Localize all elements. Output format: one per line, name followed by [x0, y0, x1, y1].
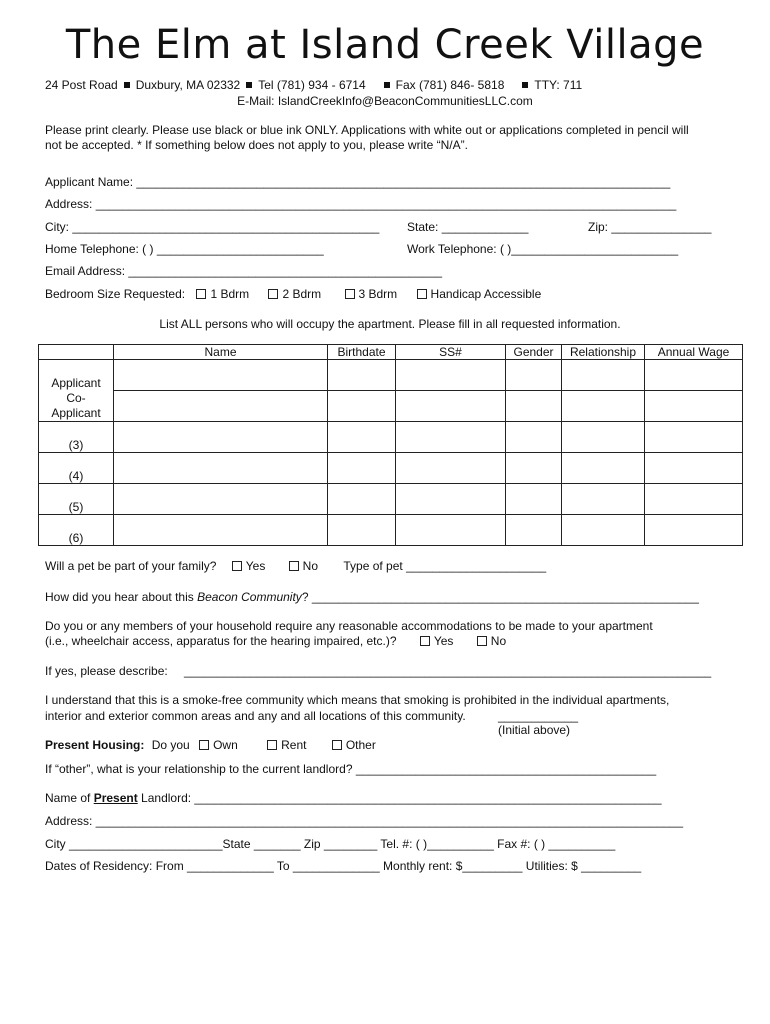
pet-question-row: [45, 559, 546, 573]
telephone: Tel (781) 934 - 6714: [258, 78, 366, 92]
cell-gender[interactable]: [506, 360, 562, 391]
cell-annual-wage[interactable]: [645, 453, 743, 484]
row-label: (6): [39, 515, 114, 546]
row-label: (4): [39, 453, 114, 484]
table-row: [39, 391, 743, 422]
accommodations-yes-option[interactable]: Yes: [420, 634, 454, 648]
checkbox-icon[interactable]: [268, 289, 278, 299]
referral-blank[interactable]: ? __________________________________________________________: [301, 590, 699, 604]
landlord-name-blank[interactable]: Landlord: ______________________________________________________________________: [137, 791, 662, 805]
accommodations-row: [45, 634, 506, 648]
cell-name[interactable]: [114, 360, 328, 391]
zip-field[interactable]: Zip: _______________: [588, 220, 712, 234]
cell-birthdate[interactable]: [328, 453, 396, 484]
landlord-name-field[interactable]: [45, 791, 662, 805]
residency-line[interactable]: Dates of Residency: From _____________ To _____________ Monthly rent: $_________ Utilities: $ _________: [45, 859, 642, 873]
column-header-ssn: SS#: [396, 345, 506, 360]
handicap-accessible-option[interactable]: Handicap Accessible: [417, 287, 542, 301]
contact-line: [45, 78, 582, 92]
cell-birthdate[interactable]: [328, 391, 396, 422]
checkbox-icon[interactable]: [289, 561, 299, 571]
checkbox-icon[interactable]: [267, 740, 277, 750]
cell-birthdate[interactable]: [328, 484, 396, 515]
cell-relationship[interactable]: [562, 391, 645, 422]
cell-annual-wage[interactable]: [645, 391, 743, 422]
pet-question: Will a pet be part of your family?: [45, 559, 217, 573]
tty: TTY: 711: [534, 78, 583, 92]
checkbox-icon[interactable]: [345, 289, 355, 299]
email-line: E-Mail: IslandCreekInfo@BeaconCommunitiesLLC.com: [237, 94, 533, 108]
present-housing-question: Do you: [151, 738, 190, 752]
present-housing-row: [45, 738, 376, 752]
checkbox-icon[interactable]: [232, 561, 242, 571]
cell-annual-wage[interactable]: [645, 360, 743, 391]
separator-bullet: [246, 82, 252, 88]
referral-prefix: How did you hear about this: [45, 590, 198, 604]
column-header-annual-wage: Annual Wage: [645, 345, 743, 360]
smoke-free-line-2: interior and exterior common areas and any and all locations of this community.: [45, 709, 466, 723]
cell-annual-wage[interactable]: [645, 484, 743, 515]
separator-bullet: [384, 82, 390, 88]
cell-relationship[interactable]: [562, 422, 645, 453]
cell-relationship[interactable]: [562, 515, 645, 546]
bedroom-size-row: [45, 287, 541, 301]
housing-own-option[interactable]: Own: [199, 738, 238, 752]
cell-ssn[interactable]: [396, 453, 506, 484]
cell-gender[interactable]: [506, 484, 562, 515]
table-row: [39, 453, 743, 484]
cell-birthdate[interactable]: [328, 422, 396, 453]
checkbox-icon[interactable]: [332, 740, 342, 750]
describe-label: If yes, please describe:: [45, 664, 168, 678]
column-header-gender: Gender: [506, 345, 562, 360]
instructions-line-1: Please print clearly. Please use black or blue ink ONLY. Applications with white out or applications completed in pencil will: [45, 123, 689, 137]
bedroom-2-option[interactable]: 2 Bdrm: [268, 287, 321, 301]
applicant-name-field[interactable]: Applicant Name: ________________________________________________________________________________: [45, 175, 671, 189]
referral-field[interactable]: [45, 590, 699, 604]
checkbox-icon[interactable]: [477, 636, 487, 646]
table-header-row: [39, 345, 743, 360]
column-header-relationship: Relationship: [562, 345, 645, 360]
cell-gender[interactable]: [506, 422, 562, 453]
cell-name[interactable]: [114, 422, 328, 453]
cell-relationship[interactable]: [562, 453, 645, 484]
row-label: (3): [39, 422, 114, 453]
cell-gender[interactable]: [506, 515, 562, 546]
cell-name[interactable]: [114, 484, 328, 515]
cell-ssn[interactable]: [396, 360, 506, 391]
checkbox-icon[interactable]: [420, 636, 430, 646]
cell-relationship[interactable]: [562, 484, 645, 515]
cell-ssn[interactable]: [396, 422, 506, 453]
state-field[interactable]: State: _____________: [407, 220, 529, 234]
cell-name[interactable]: [114, 453, 328, 484]
initial-field[interactable]: ____________: [498, 709, 579, 723]
checkbox-icon[interactable]: [417, 289, 427, 299]
accommodations-line-1: Do you or any members of your household require any reasonable accommodations to be made to your apartment: [45, 619, 653, 633]
instructions-line-2: not be accepted. * If something below does not apply to you, please write “N/A”.: [45, 138, 468, 152]
pet-no-option[interactable]: No: [289, 559, 318, 573]
table-row: [39, 484, 743, 515]
separator-bullet: [522, 82, 528, 88]
referral-emphasis: Beacon Community: [197, 590, 302, 604]
present-housing-label: Present Housing:: [45, 738, 145, 752]
landlord-address-field[interactable]: Address: ________________________________________________________________________________________: [45, 814, 683, 828]
cell-annual-wage[interactable]: [645, 422, 743, 453]
pet-yes-option[interactable]: Yes: [232, 559, 266, 573]
cell-gender[interactable]: [506, 453, 562, 484]
smoke-free-line-1: I understand that this is a smoke-free community which means that smoking is prohibited in the individual apartments,: [45, 693, 670, 707]
city-address: Duxbury, MA 02332: [135, 78, 241, 92]
housing-rent-option[interactable]: Rent: [267, 738, 306, 752]
table-row: [39, 422, 743, 453]
cell-ssn[interactable]: [396, 484, 506, 515]
table-row: [39, 515, 743, 546]
form-title: The Elm at Island Creek Village: [65, 22, 705, 68]
street-address: 24 Post Road: [45, 78, 118, 92]
occupants-intro: List ALL persons who will occupy the apartment. Please fill in all requested information.: [159, 317, 621, 331]
bedroom-1-option[interactable]: 1 Bdrm: [196, 287, 249, 301]
column-header-name: Name: [114, 345, 328, 360]
landlord-name-prefix: Name of: [45, 791, 94, 805]
describe-field[interactable]: _______________________________________________________________________________: [184, 664, 712, 678]
cell-ssn[interactable]: [396, 515, 506, 546]
cell-gender[interactable]: [506, 391, 562, 422]
cell-relationship[interactable]: [562, 360, 645, 391]
column-header-birthdate: Birthdate: [328, 345, 396, 360]
landlord-relationship-field[interactable]: If “other”, what is your relationship to the current landlord? _____________________________________________: [45, 762, 657, 776]
landlord-name-emphasis: Present: [93, 791, 138, 805]
occupants-table: [38, 344, 743, 546]
work-telephone-field[interactable]: Work Telephone: ( )_________________________: [407, 242, 679, 256]
pet-type-field[interactable]: Type of pet _____________________: [343, 559, 547, 573]
fax: Fax (781) 846- 5818: [395, 78, 505, 92]
table-row: [39, 360, 743, 391]
email-field[interactable]: Email Address: _______________________________________________: [45, 264, 443, 278]
cell-name[interactable]: [114, 515, 328, 546]
cell-name[interactable]: [114, 391, 328, 422]
cell-ssn[interactable]: [396, 391, 506, 422]
housing-other-option[interactable]: Other: [332, 738, 376, 752]
landlord-city-line[interactable]: City _______________________State _______ Zip ________ Tel. #: ( )__________ Fax #: ( ) __________: [45, 837, 616, 851]
accommodations-no-option[interactable]: No: [477, 634, 506, 648]
cell-birthdate[interactable]: [328, 515, 396, 546]
accommodations-line-2: (i.e., wheelchair access, apparatus for the hearing impaired, etc.)?: [45, 634, 397, 648]
initial-label: (Initial above): [498, 723, 571, 737]
row-label: (5): [39, 484, 114, 515]
checkbox-icon[interactable]: [199, 740, 209, 750]
row-label-co-applicant: Co-Applicant: [39, 391, 114, 422]
row-label-applicant: Applicant: [39, 360, 114, 391]
city-field[interactable]: City: ______________________________________________: [45, 220, 380, 234]
bedroom-3-option[interactable]: 3 Bdrm: [345, 287, 398, 301]
separator-bullet: [124, 82, 130, 88]
address-field[interactable]: Address: _______________________________________________________________________________________: [45, 197, 677, 211]
column-header: [39, 345, 114, 360]
cell-annual-wage[interactable]: [645, 515, 743, 546]
checkbox-icon[interactable]: [196, 289, 206, 299]
cell-birthdate[interactable]: [328, 360, 396, 391]
bedroom-size-label: Bedroom Size Requested:: [45, 287, 186, 301]
home-telephone-field[interactable]: Home Telephone: ( ) _________________________: [45, 242, 324, 256]
